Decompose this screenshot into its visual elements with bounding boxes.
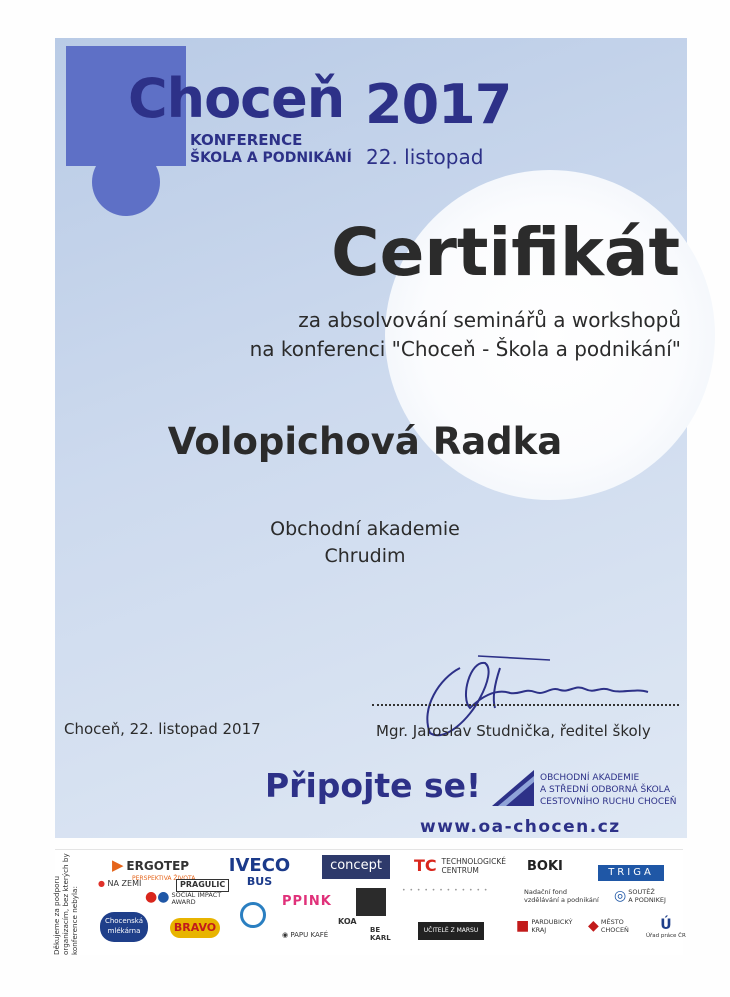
certificate-line-1: za absolvování seminářů a workshopů	[298, 308, 681, 332]
sponsor-iveco: IVECO BUS	[228, 855, 291, 888]
signature-line	[372, 704, 679, 706]
sponsor-pardubicky-kraj: ■ PARDUBICKÝ KRAJ	[516, 918, 573, 934]
conference-date: 22. listopad	[366, 145, 484, 169]
sponsor-chocenska-mlekarna: Chocenská mlékárna	[100, 912, 148, 942]
institution-line-1: Obchodní akademie	[270, 518, 460, 540]
sponsor-triga: TRIGA	[598, 865, 664, 881]
sponsor-ergotep: ▶ ERGOTEP PERSPEKTIVA ŽIVOTA	[112, 856, 196, 882]
join-us-heading: Připojte se!	[265, 766, 482, 805]
sponsor-circle-logo	[240, 902, 266, 928]
school-name-line: CESTOVNÍHO RUCHU CHOCEŇ	[540, 797, 677, 807]
sponsor-ucitele-z-marsu: UČITELÉ Z MARSU	[418, 922, 484, 940]
sponsor-soutez: ◎ SOUTĚŽ A PODNIKEJ	[614, 888, 666, 904]
conference-year: 2017	[365, 73, 512, 136]
school-logo-icon	[492, 770, 534, 806]
sponsor-nadacni-fond: Nadační fond vzdělávání a podnikání	[524, 888, 599, 904]
sponsor-dots-logo: • • • • • • • • • • • •	[402, 887, 489, 894]
sponsor-mesto-chocen: ◆ MĚSTO CHOCEŇ	[588, 918, 629, 934]
logo-subtitle-1: KONFERENCE	[190, 131, 303, 149]
sponsor-urad-prace: Ú Úřad práce ČR	[646, 917, 686, 940]
school-name	[540, 772, 677, 808]
sponsor-concept: concept	[322, 855, 390, 879]
sponsor-technologicke-centrum: TC TECHNOLOGICKÉ CENTRUM	[414, 856, 506, 875]
sponsor-papu-kafe: ◉ PAPU KAFÉ	[282, 931, 329, 939]
sponsor-dark-logo	[356, 888, 386, 916]
signer-name: Mgr. Jaroslav Studnička, ředitel školy	[376, 722, 651, 740]
logo-subtitle-2: ŠKOLA A PODNIKÁNÍ	[190, 150, 352, 166]
school-name-line: OBCHODNÍ AKADEMIE	[540, 773, 640, 783]
logo-circle	[92, 148, 160, 216]
sponsor-bravo: BRAVO	[170, 918, 220, 938]
logo-title: Choceň	[128, 67, 345, 130]
place-and-date: Choceň, 22. listopad 2017	[64, 720, 261, 738]
sponsor-boki: BOKI	[527, 859, 563, 874]
sponsor-pragulic: PRAGULIC	[176, 879, 229, 892]
certificate-line-2: na konferenci "Choceň - Škola a podnikání"	[249, 337, 681, 361]
sponsor-ppink: PPINK	[282, 894, 332, 909]
sponsor-koa: KOA	[338, 917, 357, 926]
sponsor-na-zemi: ● NA ZEMI	[98, 879, 142, 888]
sponsor-social-impact: ●● SOCIAL IMPACT AWARD	[145, 889, 222, 906]
certificate-title: Certifikát	[331, 214, 680, 291]
institution-line-2: Chrudim	[324, 545, 406, 567]
recipient-name: Volopichová Radka	[167, 420, 563, 463]
school-name-line: A STŘEDNÍ ODBORNÁ ŠKOLA	[540, 785, 671, 795]
sponsor-be-karl: BE KARL	[370, 926, 391, 942]
sponsors-thanks-note: Děkujeme za podporu organizacím, bez kterých by konference nebyla:	[52, 853, 79, 955]
website-link[interactable]: www.oa-chocen.cz	[420, 817, 621, 837]
